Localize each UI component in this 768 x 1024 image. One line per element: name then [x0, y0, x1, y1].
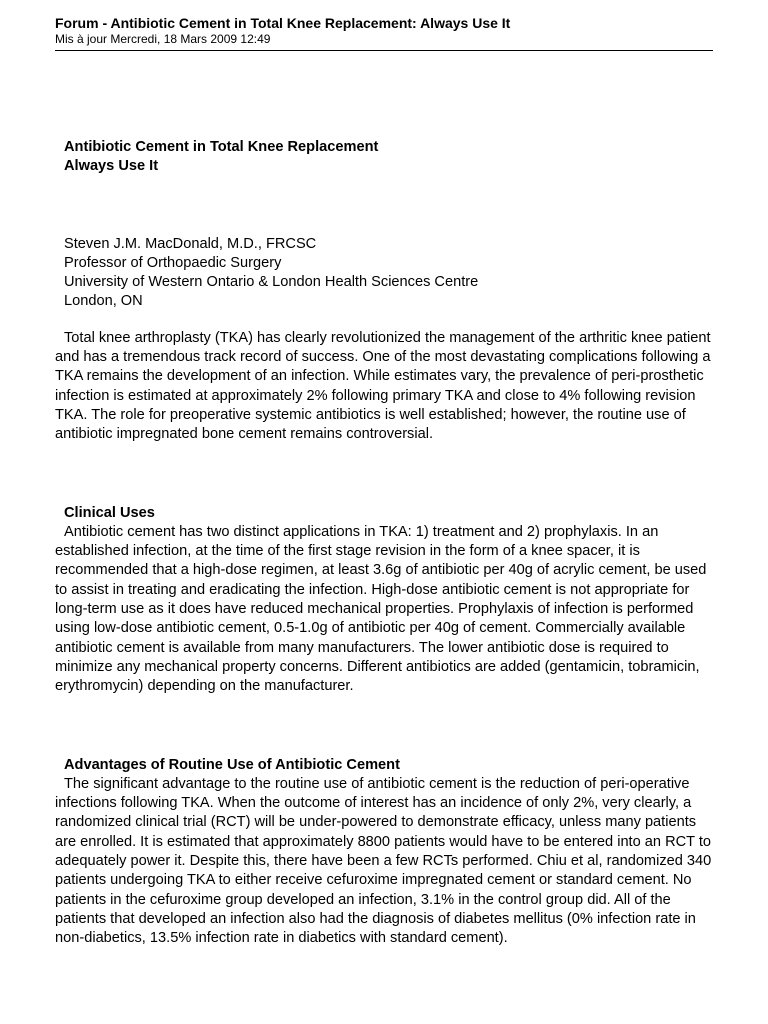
section-body-advantages: The significant advantage to the routine use of antibiotic cement is the reduction of peri-operative infections following TKA. When the outcome of interest has an incidence of only 2%, very clearly, a randomized clinical trial (RCT) will be under-powered to demonstrate efficacy, unless many patients are enrolled. It is estimated that approximately 8800 patients would have to be entered into an RCT to adequately power it. Despite this, there have been a few RCTs performed. Chiu et al, randomized 340 patients undergoing TKA to either receive cefuroxime impregnated cement or standard cement. No patients in the cefuroxime group developed an infection, 3.1% in the control group did. All of the patients that developed an infection also had the diagnosis of diabetes mellitus (0% infection rate in non-diabetics, 13.5% infection rate in diabetics with standard cement).	[55, 775, 712, 947]
section-heading-clinical-uses: Clinical Uses	[64, 504, 155, 521]
article-content	[55, 138, 719, 949]
section-body-clinical-uses: Antibiotic cement has two distinct applications in TKA: 1) treatment and 2) prophylaxis. In an established infection, at the time of the first stage revision in the form of a knee spacer, it is recommended that a high-dose regimen, at least 3.6g of antibiotic per 40g of acrylic cement, be used to assist in treating and eradicating the infection. High-dose antibiotic cement is not appropriate for long-term use as it does have reduced mechanical properties. Prophylaxis of infection is performed using low-dose antibiotic cement, 0.5-1.0g of antibiotic per 40g of cement. Commercially available antibiotic cement is available from many manufacturers. The lower antibiotic dose is required to minimize any mechanical property concerns. Different antibiotics are added (gentamicin, tobramicin, erythromycin) depending on the manufacturer.	[55, 523, 707, 695]
author-block	[55, 235, 719, 312]
author-name: Steven J.M. MacDonald, M.D., FRCSC	[64, 235, 317, 252]
intro-paragraph: Total knee arthroplasty (TKA) has clearly revolutionized the management of the arthritic knee patient and has a tremendous track record of success. One of the most devastating complications following a TKA remains the development of an infection. While estimates vary, the prevalence of peri-prosthetic infection is estimated at approximately 2% following primary TKA and close to 4% following revision TKA. The role for preoperative systemic antibiotics is well established; however, the routine use of antibiotic impregnated bone cement remains controversial.	[55, 329, 711, 443]
article-title	[55, 138, 719, 177]
last-updated-date: Mis à jour Mercredi, 18 Mars 2009 12:49	[55, 32, 271, 46]
author-institution: University of Western Ontario & London Health Sciences Centre	[64, 274, 479, 291]
page-title: Forum - Antibiotic Cement in Total Knee Replacement: Always Use It	[55, 15, 511, 31]
article-title-line-2: Always Use It	[64, 158, 159, 175]
author-location: London, ON	[64, 293, 143, 310]
author-position: Professor of Orthopaedic Surgery	[64, 254, 282, 271]
page-header	[55, 14, 713, 51]
section-heading-advantages: Advantages of Routine Use of Antibiotic Cement	[64, 756, 400, 773]
article-title-line-1: Antibiotic Cement in Total Knee Replacement	[64, 139, 379, 155]
